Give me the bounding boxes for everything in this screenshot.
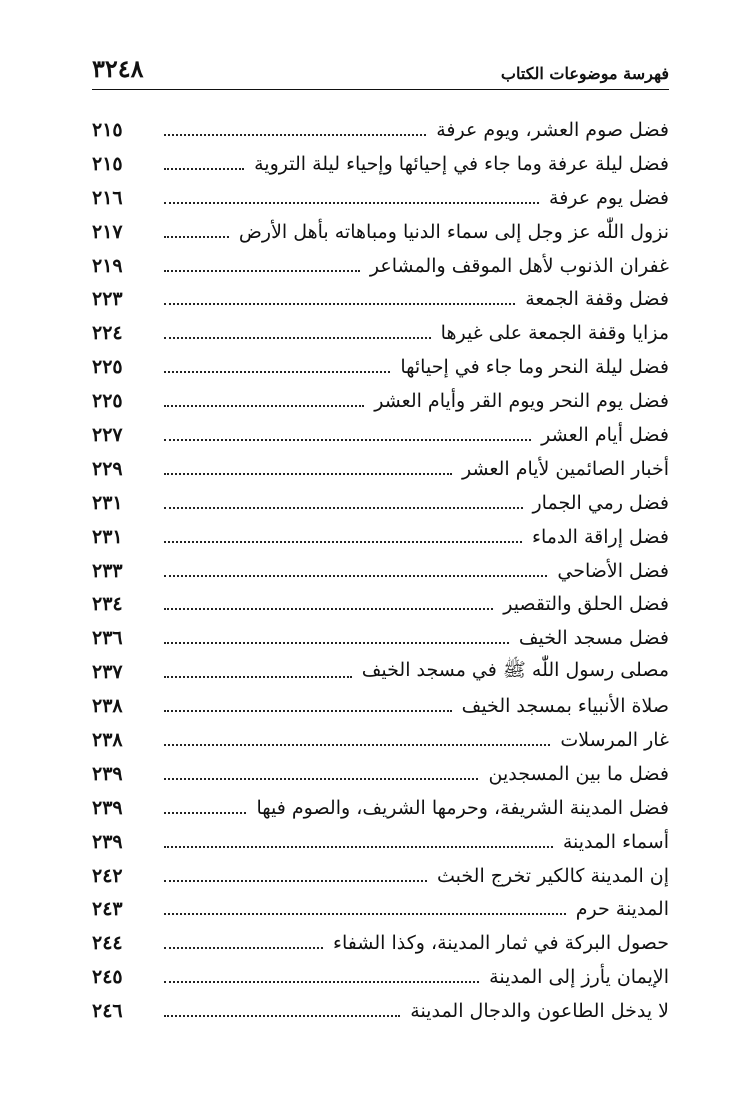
dot-leader bbox=[164, 371, 390, 373]
dot-leader bbox=[164, 507, 523, 509]
dot-leader bbox=[164, 778, 478, 780]
dot-leader bbox=[164, 947, 323, 949]
dot-leader bbox=[164, 270, 360, 272]
toc-entry-page: ٢٢٣ bbox=[92, 288, 123, 311]
toc-entry-page: ٢٣٩ bbox=[92, 762, 123, 785]
toc-entry-page: ٢٣٨ bbox=[92, 695, 123, 718]
toc-entry-title: أخبار الصائمين لأيام العشر bbox=[462, 457, 669, 480]
toc-entry bbox=[92, 384, 669, 418]
dot-leader bbox=[164, 303, 515, 305]
toc-entry-title: فضل المدينة الشريفة، وحرمها الشريف، والصوم فيها bbox=[256, 796, 669, 819]
table-of-contents bbox=[92, 113, 669, 1028]
running-title: فهرسة موضوعات الكتاب bbox=[500, 64, 669, 83]
toc-entry-page: ٢٢٩ bbox=[92, 457, 123, 480]
toc-entry bbox=[92, 859, 669, 893]
toc-entry bbox=[92, 926, 669, 960]
toc-entry-page: ٢٣٩ bbox=[92, 830, 123, 853]
dot-leader bbox=[164, 337, 431, 339]
dot-leader bbox=[164, 541, 522, 543]
toc-entry bbox=[92, 316, 669, 350]
toc-entry-title: فضل الحلق والتقصير bbox=[503, 593, 669, 616]
toc-entry bbox=[92, 825, 669, 859]
toc-entry-page: ٢١٥ bbox=[92, 118, 123, 141]
dot-leader bbox=[164, 744, 550, 746]
toc-entry-page: ٢٤٣ bbox=[92, 898, 123, 921]
dot-leader bbox=[164, 405, 364, 407]
dot-leader bbox=[164, 134, 426, 136]
dot-leader bbox=[164, 608, 493, 610]
toc-entry-title: فضل الأضاحي bbox=[557, 559, 669, 582]
toc-entry-title: لا يدخل الطاعون والدجال المدينة bbox=[410, 1000, 669, 1023]
dot-leader bbox=[164, 812, 246, 814]
toc-entry-title: مزايا وقفة الجمعة على غيرها bbox=[440, 322, 669, 345]
toc-entry-title: إن المدينة كالكير تخرج الخبث bbox=[437, 864, 669, 887]
toc-entry bbox=[92, 486, 669, 520]
toc-entry bbox=[92, 723, 669, 757]
toc-entry-page: ٢٣٣ bbox=[92, 559, 123, 582]
toc-entry-page: ٢٤٦ bbox=[92, 1000, 123, 1023]
toc-entry-page: ٢٤٢ bbox=[92, 864, 123, 887]
toc-entry-title: فضل ما بين المسجدين bbox=[488, 762, 669, 785]
toc-entry bbox=[92, 452, 669, 486]
toc-entry-page: ٢٣٨ bbox=[92, 728, 123, 751]
toc-entry-page: ٢١٩ bbox=[92, 254, 123, 277]
toc-entry bbox=[92, 689, 669, 723]
dot-leader bbox=[164, 880, 427, 882]
toc-entry-title: المدينة حرم bbox=[575, 898, 669, 921]
dot-leader bbox=[164, 981, 479, 983]
toc-entry-title: فضل يوم عرفة bbox=[549, 186, 669, 209]
dot-leader bbox=[164, 676, 352, 678]
toc-entry-page: ٢٢٤ bbox=[92, 322, 123, 345]
toc-entry bbox=[92, 181, 669, 215]
dot-leader bbox=[164, 168, 244, 170]
toc-entry bbox=[92, 282, 669, 316]
toc-entry bbox=[92, 113, 669, 147]
dot-leader bbox=[164, 913, 566, 915]
dot-leader bbox=[164, 439, 531, 441]
dot-leader bbox=[164, 575, 547, 577]
toc-entry-title: الإيمان يأرز إلى المدينة bbox=[489, 966, 669, 989]
toc-entry bbox=[92, 249, 669, 283]
toc-entry-page: ٢٣٩ bbox=[92, 796, 123, 819]
toc-entry-title: فضل صوم العشر، ويوم عرفة bbox=[436, 118, 669, 141]
dot-leader bbox=[164, 846, 553, 848]
toc-entry bbox=[92, 350, 669, 384]
toc-entry-title: فضل يوم النحر ويوم القر وأيام العشر bbox=[374, 390, 669, 413]
toc-entry bbox=[92, 215, 669, 249]
toc-entry-page: ٢٣٦ bbox=[92, 627, 123, 650]
page-number: ٣٢٤٨ bbox=[92, 54, 144, 83]
dot-leader bbox=[164, 1015, 400, 1017]
dot-leader bbox=[164, 710, 452, 712]
toc-entry bbox=[92, 960, 669, 994]
toc-entry-title: نزول اللّٰه عز وجل إلى سماء الدنيا ومباهاته بأهل الأرض bbox=[238, 220, 669, 243]
toc-entry-page: ٢٤٤ bbox=[92, 932, 123, 955]
toc-entry-title: فضل مسجد الخيف bbox=[518, 627, 669, 650]
toc-entry-title: فضل ليلة النحر وما جاء في إحيائها bbox=[400, 356, 669, 379]
toc-entry bbox=[92, 757, 669, 791]
toc-entry-page: ٢١٦ bbox=[92, 186, 123, 209]
toc-entry bbox=[92, 418, 669, 452]
toc-entry-title: فضل ليلة عرفة وما جاء في إحيائها وإحياء ليلة التروية bbox=[254, 152, 669, 175]
toc-entry bbox=[92, 554, 669, 588]
toc-entry-page: ٢٢٥ bbox=[92, 390, 123, 413]
toc-entry-title: فضل وقفة الجمعة bbox=[525, 288, 669, 311]
toc-entry-page: ٢٣١ bbox=[92, 491, 123, 514]
toc-entry bbox=[92, 147, 669, 181]
toc-entry-page: ٢٣٧ bbox=[92, 661, 123, 684]
toc-entry-title: مصلى رسول اللّٰه ﷺ في مسجد الخيف bbox=[361, 659, 669, 682]
toc-entry bbox=[92, 655, 669, 689]
toc-entry bbox=[92, 892, 669, 926]
toc-entry bbox=[92, 587, 669, 621]
toc-entry bbox=[92, 791, 669, 825]
dot-leader bbox=[164, 642, 509, 644]
toc-entry-page: ٢٢٧ bbox=[92, 423, 123, 446]
page-header bbox=[92, 44, 669, 90]
toc-entry-page: ٢١٧ bbox=[92, 220, 123, 243]
dot-leader bbox=[164, 473, 452, 475]
dot-leader bbox=[164, 202, 539, 204]
toc-entry bbox=[92, 621, 669, 655]
toc-entry-title: أسماء المدينة bbox=[562, 830, 669, 853]
toc-entry-title: فضل رمي الجمار bbox=[532, 491, 669, 514]
toc-entry-page: ٢٣١ bbox=[92, 525, 123, 548]
toc-entry bbox=[92, 994, 669, 1028]
toc-entry-title: فضل أيام العشر bbox=[541, 423, 669, 446]
toc-entry-page: ٢٤٥ bbox=[92, 966, 123, 989]
toc-entry-page: ٢٣٤ bbox=[92, 593, 123, 616]
toc-entry-title: غفران الذنوب لأهل الموقف والمشاعر bbox=[369, 254, 669, 277]
dot-leader bbox=[164, 236, 229, 238]
toc-entry-title: حصول البركة في ثمار المدينة، وكذا الشفاء bbox=[333, 932, 669, 955]
toc-entry-page: ٢١٥ bbox=[92, 152, 123, 175]
toc-entry-page: ٢٢٥ bbox=[92, 356, 123, 379]
toc-entry-title: صلاة الأنبياء بمسجد الخيف bbox=[461, 695, 669, 718]
toc-entry bbox=[92, 520, 669, 554]
toc-entry-title: غار المرسلات bbox=[560, 728, 669, 751]
toc-entry-title: فضل إراقة الدماء bbox=[532, 525, 669, 548]
